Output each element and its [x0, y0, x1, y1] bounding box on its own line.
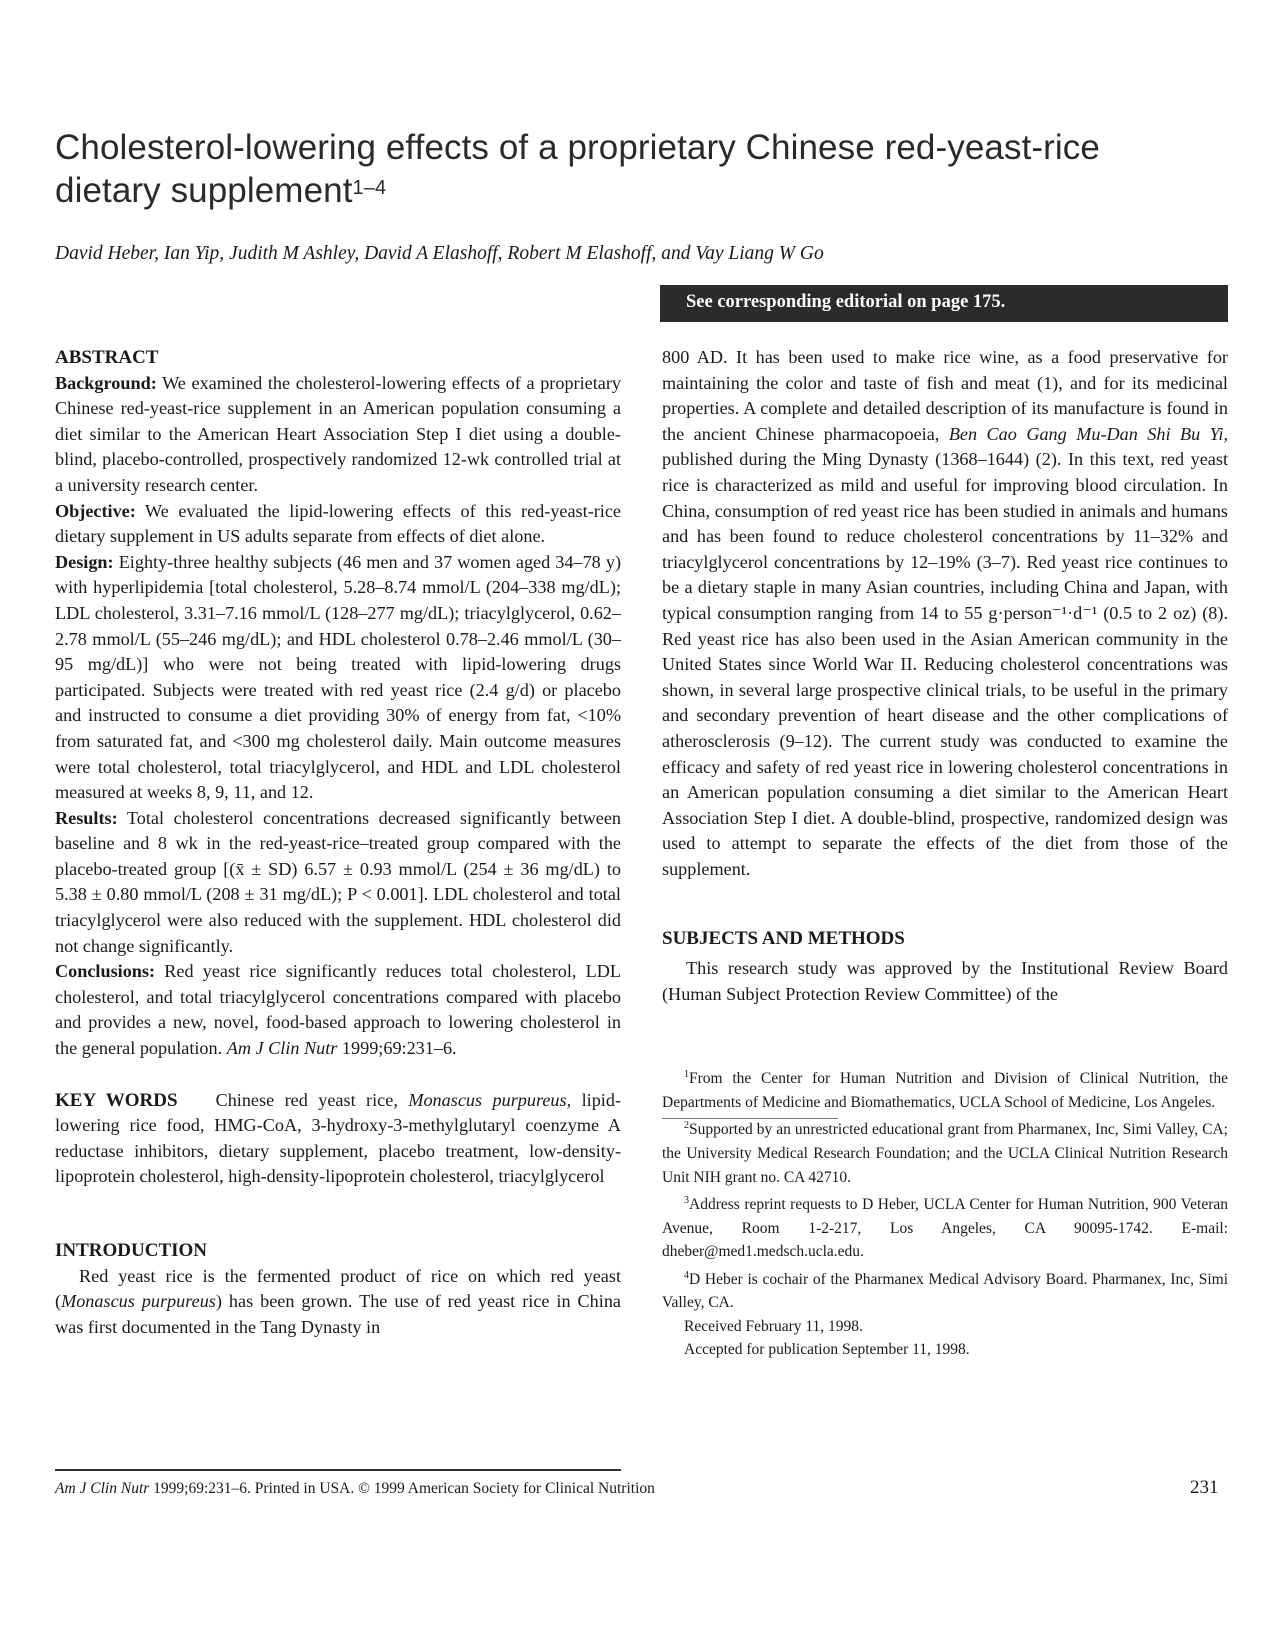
- design-text: Eighty-three healthy subjects (46 men and 37 women aged 34–78 y) with hyperlipidemia [total cholesterol, 5.28–8.74 mmol/L (204–338 mg/dL); LDL cholesterol, 3.31–7.16 mmol/L (128–277 mg/dL); triacylglycerol, 0.62–2.78 mmol/L (55–246 mg/dL); and HDL cholesterol 0.78–2.46 mmol/L (30–95 mg/dL)] who were not being treated with lipid-lowering drugs participated. Subjects were treated with red yeast rice (2.4 g/d) or placebo and instructed to consume a diet providing 30% of energy from fat, <10% from saturated fat, and <300 mg cholesterol daily. Main outcome measures were total cholesterol, total triacylglycerol, and HDL and LDL cholesterol measured at weeks 8, 9, 11, and 12.: [55, 551, 621, 803]
- citation-journal: Am J Clin Nutr: [226, 1038, 338, 1059]
- footnote-3: [662, 1189, 1228, 1264]
- footnote-1-text: From the Center for Human Nutrition and Division of Clinical Nutrition, the Departments of Medicine and Biomathematics, UCLA School of Medicine, Los Angeles.: [662, 1070, 1228, 1111]
- footnote-1-marker: 1: [684, 1069, 689, 1081]
- design-label: Design:: [55, 551, 114, 572]
- intro-cont-a: 800 AD. It has been used to make rice wine, as a food preservative for maintaining the color and taste of fish and meat (1), and for its medicinal properties. A complete and detailed description of its manufacture is found in the ancient Chinese pharmacopoeia,: [662, 347, 1228, 444]
- keywords-text-before: Chinese red yeast rice,: [215, 1089, 398, 1110]
- methods-heading: SUBJECTS AND METHODS: [662, 928, 905, 950]
- left-column: [55, 345, 621, 1340]
- keywords-text-after: lipid-lowering rice food, HMG-CoA, 3-hydroxy-3-methylglutaryl coenzyme A reductase inhibitors, dietary supplement, placebo treatment, low-density-lipoprotein cholesterol, high-density-lipoprotein cholesterol, triacylglycerol: [55, 1089, 621, 1187]
- intro-cont-italic: Ben Cao Gang Mu-Dan Shi Bu Yi,: [948, 423, 1229, 444]
- introduction-paragraph-start: [55, 1264, 621, 1341]
- objective-label: Objective:: [55, 500, 136, 521]
- conclusions-text: Red yeast rice significantly reduces total cholesterol, LDL cholesterol, and total triacylglycerol concentrations compared with placebo and provides a new, novel, food-based approach to lowering cholesterol in the general population.: [55, 961, 622, 1059]
- abstract-design: [55, 550, 621, 806]
- results-label: Results:: [55, 807, 118, 828]
- footnotes: [662, 1063, 1228, 1362]
- footnote-2-text: Supported by an unrestricted educational grant from Pharmanex, Inc, Simi Valley, CA; the University Medical Research Foundation; and the UCLA Clinical Nutrition Research Unit NIH grant no. CA 42710.: [662, 1121, 1228, 1186]
- conclusions-label: Conclusions:: [55, 961, 156, 982]
- received-date: Received February 11, 1998.: [684, 1317, 863, 1335]
- abstract-objective: [55, 499, 621, 550]
- objective-text: We evaluated the lipid-lowering effects of this red-yeast-rice dietary supplement in US adults separate from effects of diet alone.: [55, 500, 622, 547]
- footer-divider: [55, 1469, 621, 1471]
- results-text: Total cholesterol concentrations decreased significantly between baseline and 8 wk in the red-yeast-rice–treated group compared with the placebo-treated group [(x̄ ± SD) 6.57 ± 0.93 mmol/L (254 ± 36 mg/dL) to 5.38 ± 0.80 mmol/L (208 ± 31 mg/dL); P < 0.001]. LDL cholesterol and total triacylglycerol were also reduced with the supplement. HDL cholesterol did not change significantly.: [55, 807, 622, 956]
- footnote-4-marker: 4: [684, 1269, 689, 1281]
- abstract-results: [55, 806, 621, 960]
- intro-text-b: ) has been grown. The use of red yeast rice in China was first documented in the Tang Dynasty in: [55, 1291, 621, 1337]
- right-column: [662, 345, 1228, 1362]
- editorial-note-text: See corresponding editorial on page 175.: [686, 292, 1006, 312]
- page-number: 231: [1190, 1477, 1219, 1498]
- keywords: [55, 1088, 621, 1190]
- abstract-conclusions: [55, 959, 621, 1061]
- accepted-date: Accepted for publication September 11, 1998.: [684, 1341, 970, 1359]
- keywords-label: KEY WORDS: [55, 1089, 178, 1111]
- methods-paragraph: This research study was approved by the Institutional Review Board (Human Subject Protection Review Committee) of the: [662, 958, 1228, 1004]
- footnote-1: [662, 1063, 1228, 1114]
- title-footnote-marker: 1–4: [352, 177, 387, 199]
- footnote-divider: [662, 1118, 838, 1119]
- author-list: David Heber, Ian Yip, Judith M Ashley, David A Elashoff, Robert M Elashoff, and Vay Liang W Go: [55, 243, 824, 264]
- abstract-background: [55, 371, 621, 499]
- keywords-italic: Monascus purpureus,: [408, 1089, 572, 1110]
- intro-text-a: Red yeast rice is the fermented product of rice on which red yeast (: [55, 1265, 621, 1312]
- footnote-4-text: D Heber is cochair of the Pharmanex Medical Advisory Board. Pharmanex, Inc, Simi Valley, CA.: [662, 1270, 1228, 1312]
- background-label: Background:: [55, 372, 157, 393]
- intro-cont-b: published during the Ming Dynasty (1368–1644) (2). In this text, red yeast rice is characterized as mild and useful for improving blood circulation. In China, consumption of red yeast rice has been studied in animals and humans and has been found to reduce cholesterol concentrations by 11–32% and triacylglycerol concentrations by 12–19% (3–7). Red yeast rice continues to be a dietary staple in many Asian countries, including China and Japan, with typical consumption ranging from 14 to 55 g·person⁻¹·d⁻¹ (0.5 to 2 oz) (8). Red yeast rice has also been used in the Asian American community in the United States since World War II. Reducing cholesterol concentrations was shown, in several large prospective clinical trials, to be useful in the primary and secondary prevention of heart disease and the other complications of atherosclerosis (9–12). The current study was conducted to examine the efficacy and safety of red yeast rice in lowering cholesterol concentrations in an American population consuming a diet similar to the American Heart Association Step I diet. A double-blind, prospective, randomized design was used to attempt to separate the effects of the diet from those of the supplement.: [662, 449, 1228, 879]
- introduction-heading: INTRODUCTION: [55, 1240, 208, 1261]
- footnote-3-text: Address reprint requests to D Heber, UCLA Center for Human Nutrition, 900 Veteran Avenue, Room 1-2-217, Los Angeles, CA 90095-1742. E-mail: dheber@med1.medsch.ucla.edu.: [662, 1196, 1228, 1261]
- article-title: [55, 126, 1195, 212]
- citation-rest: 1999;69:231–6.: [341, 1038, 457, 1059]
- footnote-4: [662, 1264, 1228, 1315]
- footer-text: 1999;69:231–6. Printed in USA. © 1999 American Society for Clinical Nutrition: [153, 1480, 655, 1497]
- page-footer: [55, 1480, 655, 1498]
- footnote-3-marker: 3: [684, 1195, 689, 1207]
- intro-italic: Monascus purpureus: [61, 1291, 216, 1312]
- background-text: We examined the cholesterol-lowering effects of a proprietary Chinese red-yeast-rice supplement in an American population consuming a diet similar to the American Heart Association Step I diet using a double-blind, placebo-controlled, prospectively randomized 12-wk controlled trial at a university research center.: [55, 372, 621, 495]
- title-text: Cholesterol-lowering effects of a proprietary Chinese red-yeast-rice dietary supplement: [55, 128, 1100, 210]
- footnote-2: [662, 1114, 1228, 1189]
- introduction-paragraph-continued: [662, 345, 1228, 882]
- footer-journal: Am J Clin Nutr: [55, 1480, 150, 1497]
- footnote-2-marker: 2: [684, 1120, 689, 1132]
- abstract-heading: ABSTRACT: [55, 347, 159, 368]
- editorial-note-banner: [660, 285, 1228, 322]
